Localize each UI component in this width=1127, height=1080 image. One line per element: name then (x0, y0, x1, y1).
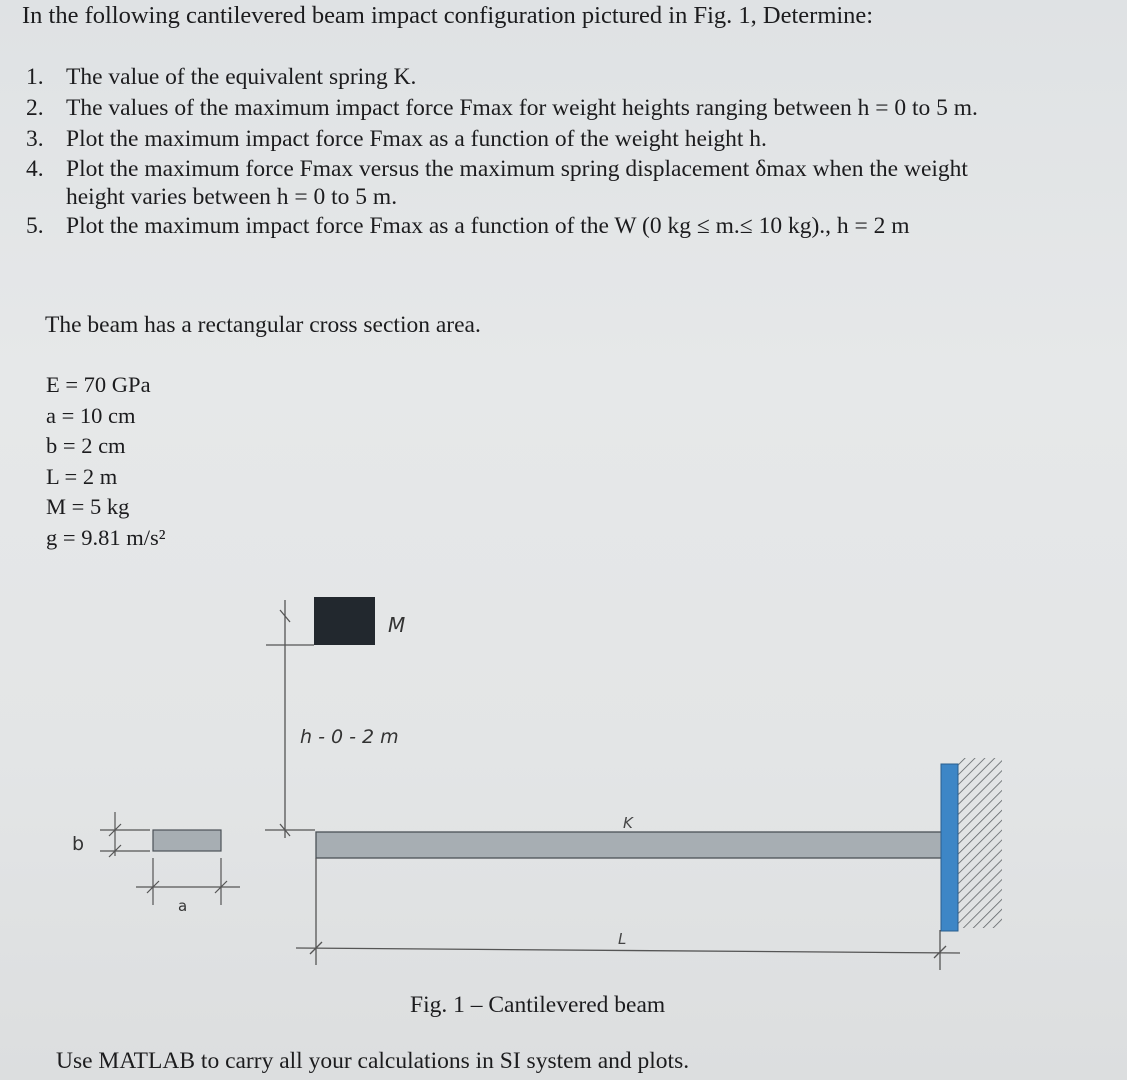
item-number: 3. (26, 126, 44, 152)
mass-label: M (388, 613, 406, 637)
spring-label: K (623, 814, 633, 832)
item-number: 2. (26, 95, 44, 121)
item-text: Plot the maximum impact force Fmax as a function of the W (0 kg ≤ m.≤ 10 kg)., h = 2 m (66, 213, 910, 239)
item-text-continuation: height varies between h = 0 to 5 m. (66, 184, 398, 210)
section-b-dimension (100, 812, 150, 857)
figure-caption: Fig. 1 – Cantilevered beam (410, 992, 666, 1018)
item-number: 5. (26, 213, 44, 239)
beam-description: The beam has a rectangular cross section area. (45, 312, 481, 338)
section-a-label: a (178, 897, 188, 915)
height-label: h - 0 - 2 m (300, 726, 399, 748)
item-number: 4. (26, 156, 44, 182)
item-number: 1. (26, 64, 44, 90)
param-a: a = 10 cm (46, 402, 136, 428)
param-E: E = 70 GPa (46, 372, 151, 397)
item-text: Plot the maximum impact force Fmax as a function of the weight height h. (66, 126, 767, 152)
section-b-label: b (72, 833, 85, 855)
footer-instruction: Use MATLAB to carry all your calculations in SI system and plots. (56, 1048, 690, 1074)
problem-intro: In the following cantilevered beam impact configuration pictured in Fig. 1, Determine: (22, 2, 874, 29)
param-g: g = 9.81 m/s² (46, 524, 166, 550)
length-dimension (296, 858, 960, 970)
item-text: Plot the maximum force Fmax versus the maximum spring displacement δmax when the weight (66, 156, 968, 182)
item-text: The values of the maximum impact force Fmax for weight heights ranging between h = 0 to 5 m. (66, 95, 978, 121)
section-a-dimension (136, 858, 240, 905)
param-L: L = 2 m (46, 463, 118, 489)
mass-block (314, 597, 375, 645)
wall-support (941, 764, 958, 931)
item-text: The value of the equivalent spring K. (66, 64, 417, 90)
beam (316, 832, 942, 858)
height-dimension (265, 600, 315, 838)
hatched-wall (956, 758, 1002, 928)
cross-section (153, 830, 221, 851)
length-label: L (618, 930, 627, 948)
param-b: b = 2 cm (46, 433, 126, 458)
param-M: M = 5 kg (46, 494, 130, 519)
